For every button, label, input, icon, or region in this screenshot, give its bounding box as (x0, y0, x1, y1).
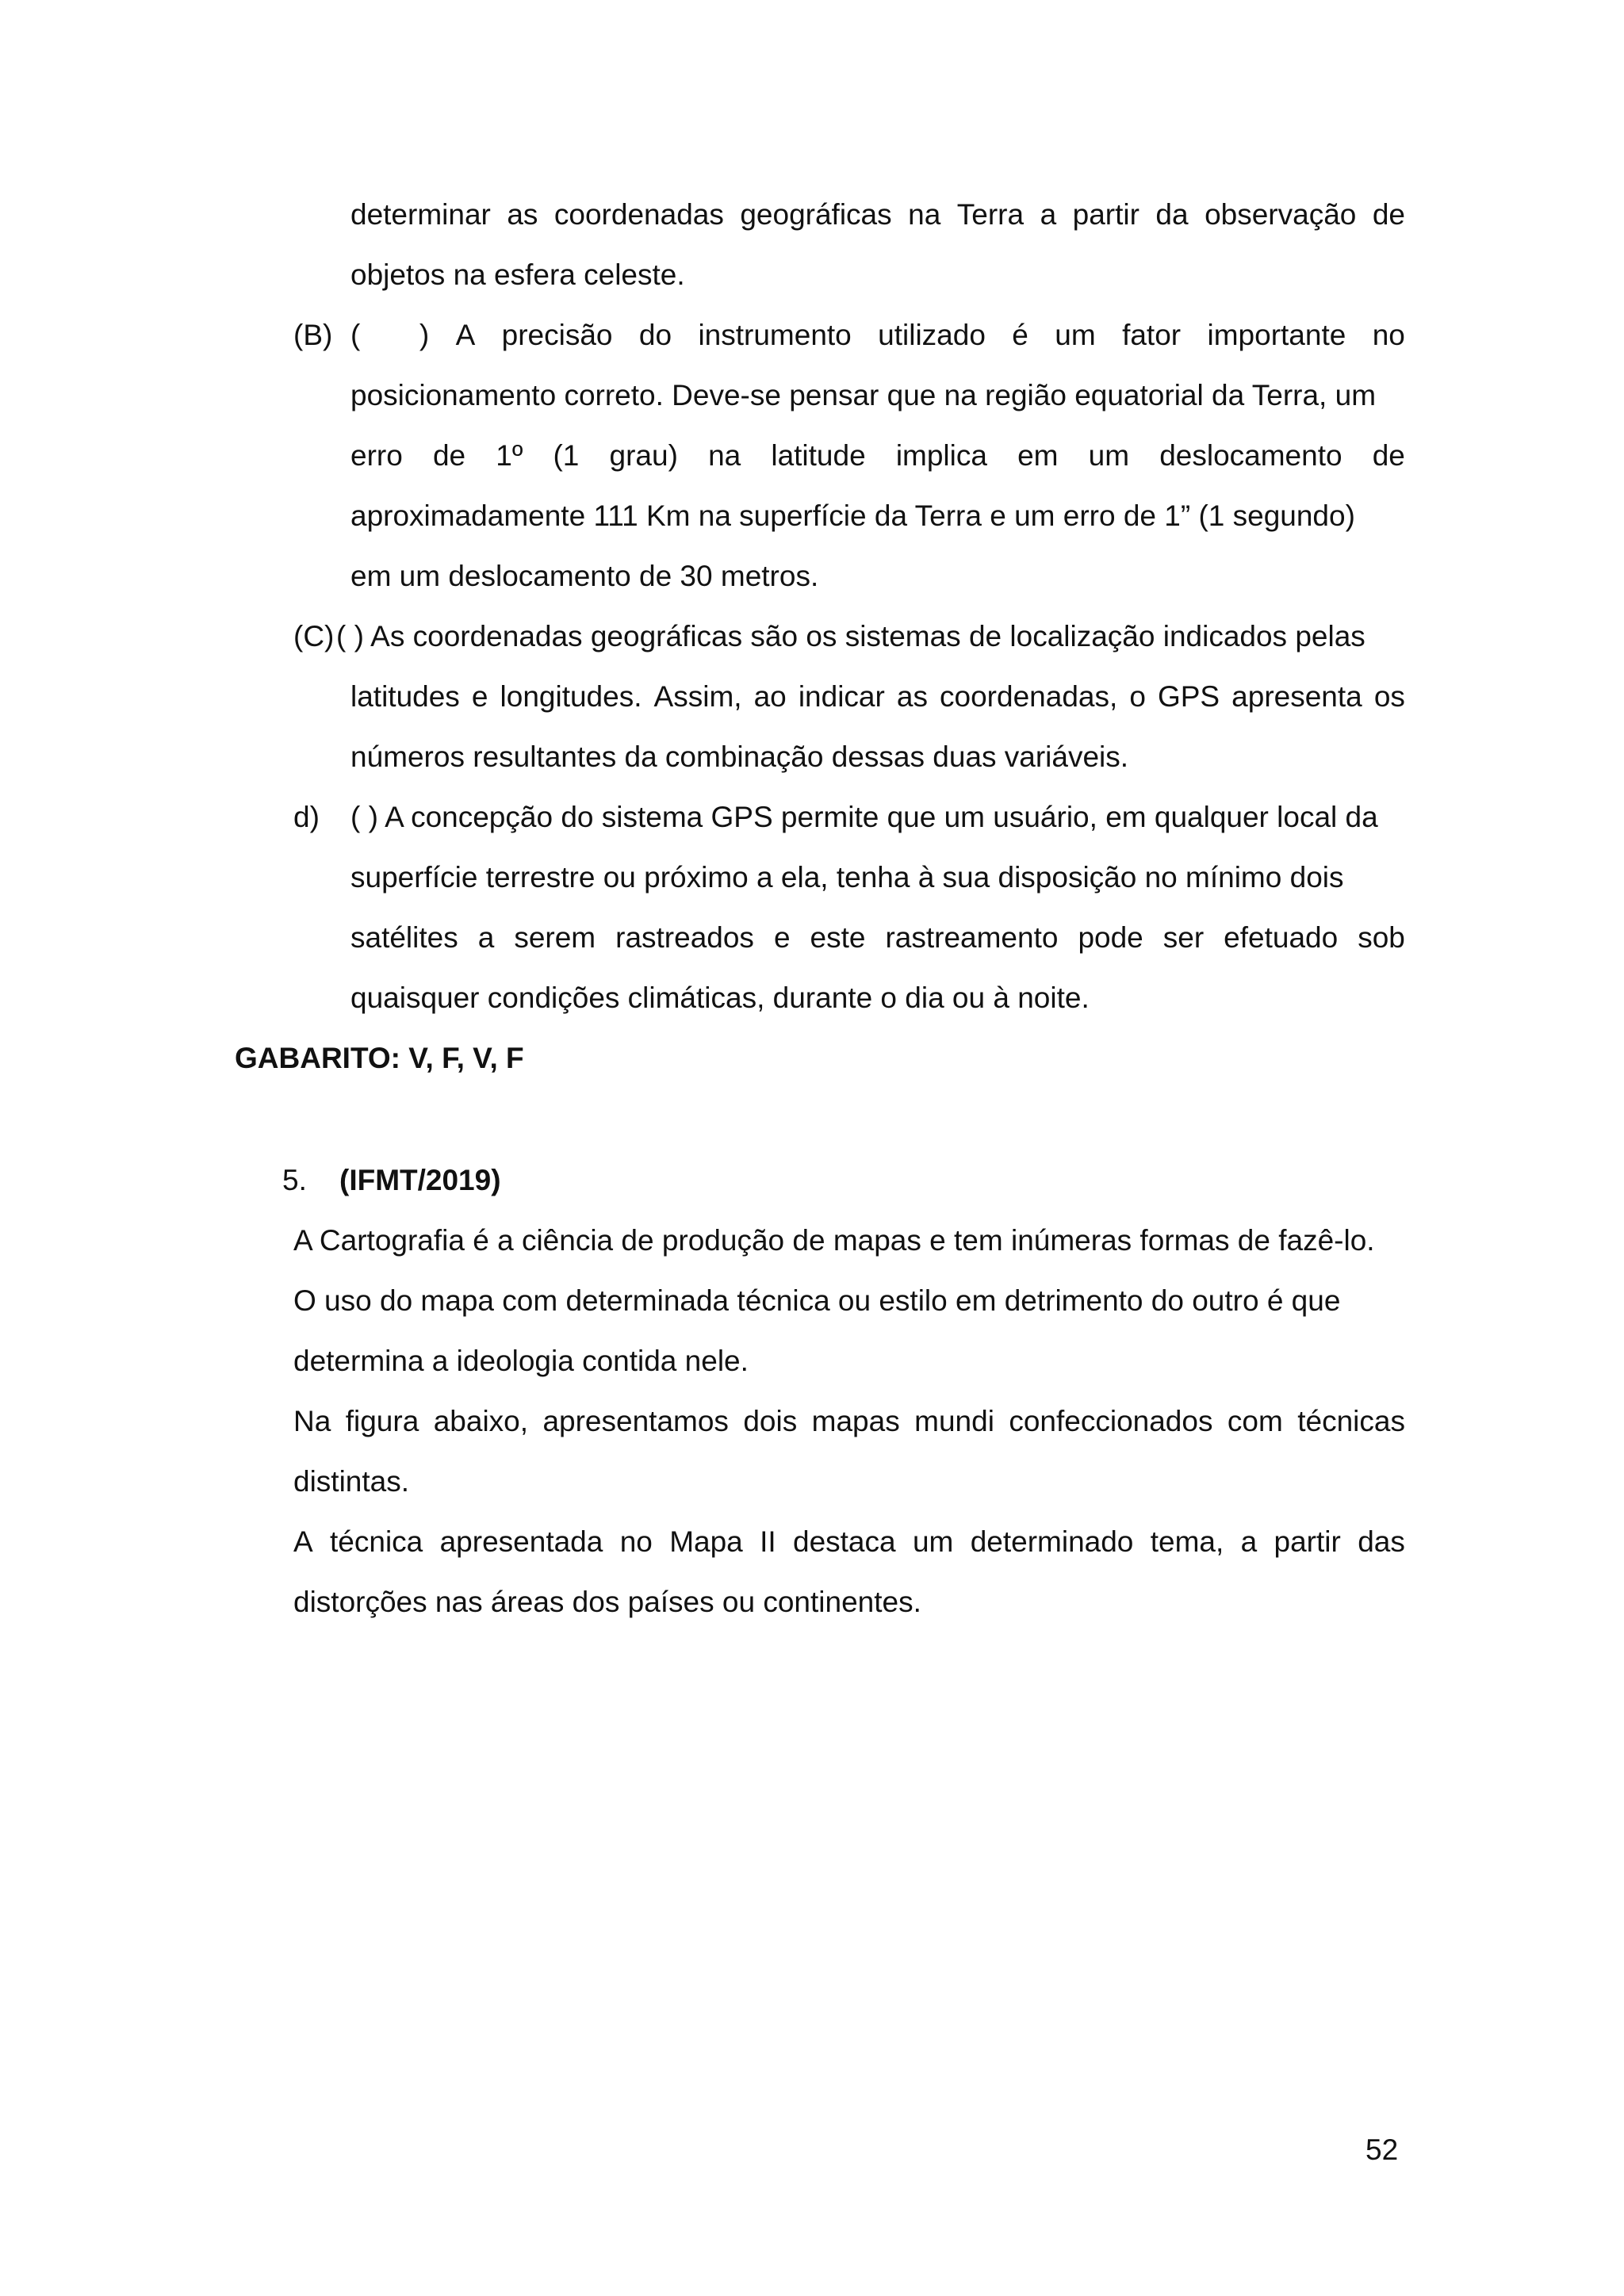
word: erro (350, 439, 403, 472)
item-d-line-1: ( ) A concepção do sistema GPS permite que um usuário, em qualquer local da (350, 801, 1378, 833)
word: partir (1072, 198, 1139, 231)
item-d-line-3 (350, 923, 1405, 952)
word: 1º (496, 439, 523, 472)
word: é (1012, 319, 1028, 351)
word: apresentamos (542, 1405, 729, 1437)
word: II (760, 1525, 776, 1558)
item-c-line-3: números resultantes da combinação dessas duas variáveis. (350, 740, 1129, 773)
question-line-5: distintas. (293, 1465, 410, 1498)
item-b-line-1 (350, 320, 1405, 350)
word: sob (1358, 921, 1405, 954)
word: figura (345, 1405, 419, 1437)
word: Assim, (653, 680, 742, 713)
item-b-line-3 (350, 441, 1405, 470)
word: abaixo, (433, 1405, 529, 1437)
item-b-label: (B) (293, 319, 333, 351)
word: de (1372, 439, 1405, 472)
word: fator (1122, 319, 1182, 351)
word: do (638, 319, 672, 351)
question-line-6 (293, 1527, 1405, 1556)
question-line-2: O uso do mapa com determinada técnica ou estilo em detrimento do outro é que (293, 1284, 1341, 1317)
word: um (1055, 319, 1096, 351)
word: latitude (771, 439, 866, 472)
word: as (896, 680, 928, 713)
word: rastreamento (885, 921, 1059, 954)
word: geográficas (740, 198, 892, 231)
word: rastreados (615, 921, 754, 954)
word: ser (1162, 921, 1205, 954)
word: a (1040, 198, 1057, 231)
word: apresentada (439, 1525, 603, 1558)
question-number: 5. (282, 1164, 307, 1196)
item-c-line-2 (350, 682, 1405, 711)
word: Mapa (669, 1525, 743, 1558)
word: instrumento (698, 319, 852, 351)
word: na (708, 439, 741, 472)
word: destaca (793, 1525, 896, 1558)
word: o (1129, 680, 1146, 713)
word: importante (1207, 319, 1346, 351)
word: no (619, 1525, 653, 1558)
word: e (471, 680, 488, 713)
word: latitudes (350, 680, 460, 713)
prev-item-line-1 (350, 200, 1405, 229)
word: coordenadas (553, 198, 724, 231)
word: dois (743, 1405, 798, 1437)
item-d-line-4: quaisquer condições climáticas, durante o dia ou à noite. (350, 982, 1090, 1014)
word: determinar (350, 198, 491, 231)
word: utilizado (878, 319, 986, 351)
word: tema, (1150, 1525, 1224, 1558)
word: pode (1078, 921, 1143, 954)
word: deslocamento (1159, 439, 1342, 472)
word: observação (1205, 198, 1357, 231)
word: um (1088, 439, 1130, 472)
word: ao (753, 680, 787, 713)
question-source: (IFMT/2019) (339, 1164, 501, 1196)
word: longitudes. (500, 680, 642, 713)
question-line-1: A Cartografia é a ciência de produção de mapas e tem inúmeras formas de fazê-lo. (293, 1224, 1375, 1257)
word: ) (419, 319, 430, 351)
word: técnica (330, 1525, 423, 1558)
word: e (773, 921, 791, 954)
question-line-3: determina a ideologia contida nele. (293, 1345, 749, 1377)
word: a (1240, 1525, 1258, 1558)
word: grau) (609, 439, 678, 472)
word: na (908, 198, 941, 231)
word: implica (895, 439, 987, 472)
prev-item-line-2: objetos na esfera celeste. (350, 258, 685, 291)
word: serem (514, 921, 596, 954)
question-line-7: distorções nas áreas dos países ou continentes. (293, 1586, 921, 1618)
word: em (1017, 439, 1059, 472)
item-c-label: (C) (293, 620, 335, 652)
item-b-line-2: posicionamento correto. Deve-se pensar que na região equatorial da Terra, um (350, 379, 1377, 411)
word: GPS (1157, 680, 1220, 713)
word: partir (1274, 1525, 1341, 1558)
page-number: 52 (1365, 2133, 1399, 2166)
word: A (455, 319, 476, 351)
word: as (507, 198, 538, 231)
item-d-line-2: superfície terrestre ou próximo a ela, tenha à sua disposição no mínimo dois (350, 861, 1344, 894)
word: mapas (811, 1405, 900, 1437)
word: satélites (350, 921, 458, 954)
item-b-line-4: aproximadamente 111 Km na superfície da Terra e um erro de 1” (1 segundo) (350, 499, 1355, 532)
word: este (810, 921, 866, 954)
word: técnicas (1297, 1405, 1405, 1437)
word: (1 (553, 439, 580, 472)
word: a (477, 921, 495, 954)
word: coordenadas, (940, 680, 1118, 713)
answer-key: GABARITO: V, F, V, F (235, 1042, 524, 1074)
item-b-line-5: em um deslocamento de 30 metros. (350, 560, 819, 592)
word: apresenta (1231, 680, 1362, 713)
word: ( (350, 319, 393, 351)
word: determinado (970, 1525, 1134, 1558)
word: efetuado (1224, 921, 1339, 954)
word: A (293, 1525, 313, 1558)
word: de (432, 439, 466, 472)
item-c-line-1: ( ) As coordenadas geográficas são os sistemas de localização indicados pelas (336, 620, 1365, 652)
word: os (1373, 680, 1405, 713)
word: no (1372, 319, 1405, 351)
word: mundi (914, 1405, 994, 1437)
word: da (1155, 198, 1189, 231)
word: das (1358, 1525, 1405, 1558)
word: Na (293, 1405, 331, 1437)
word: precisão (501, 319, 613, 351)
word: com (1227, 1405, 1283, 1437)
word: confeccionados (1009, 1405, 1213, 1437)
word: Terra (956, 198, 1025, 231)
word: um (912, 1525, 954, 1558)
word: indicar (798, 680, 885, 713)
question-line-4 (293, 1406, 1405, 1436)
word: de (1372, 198, 1405, 231)
item-d-label: d) (293, 801, 320, 833)
